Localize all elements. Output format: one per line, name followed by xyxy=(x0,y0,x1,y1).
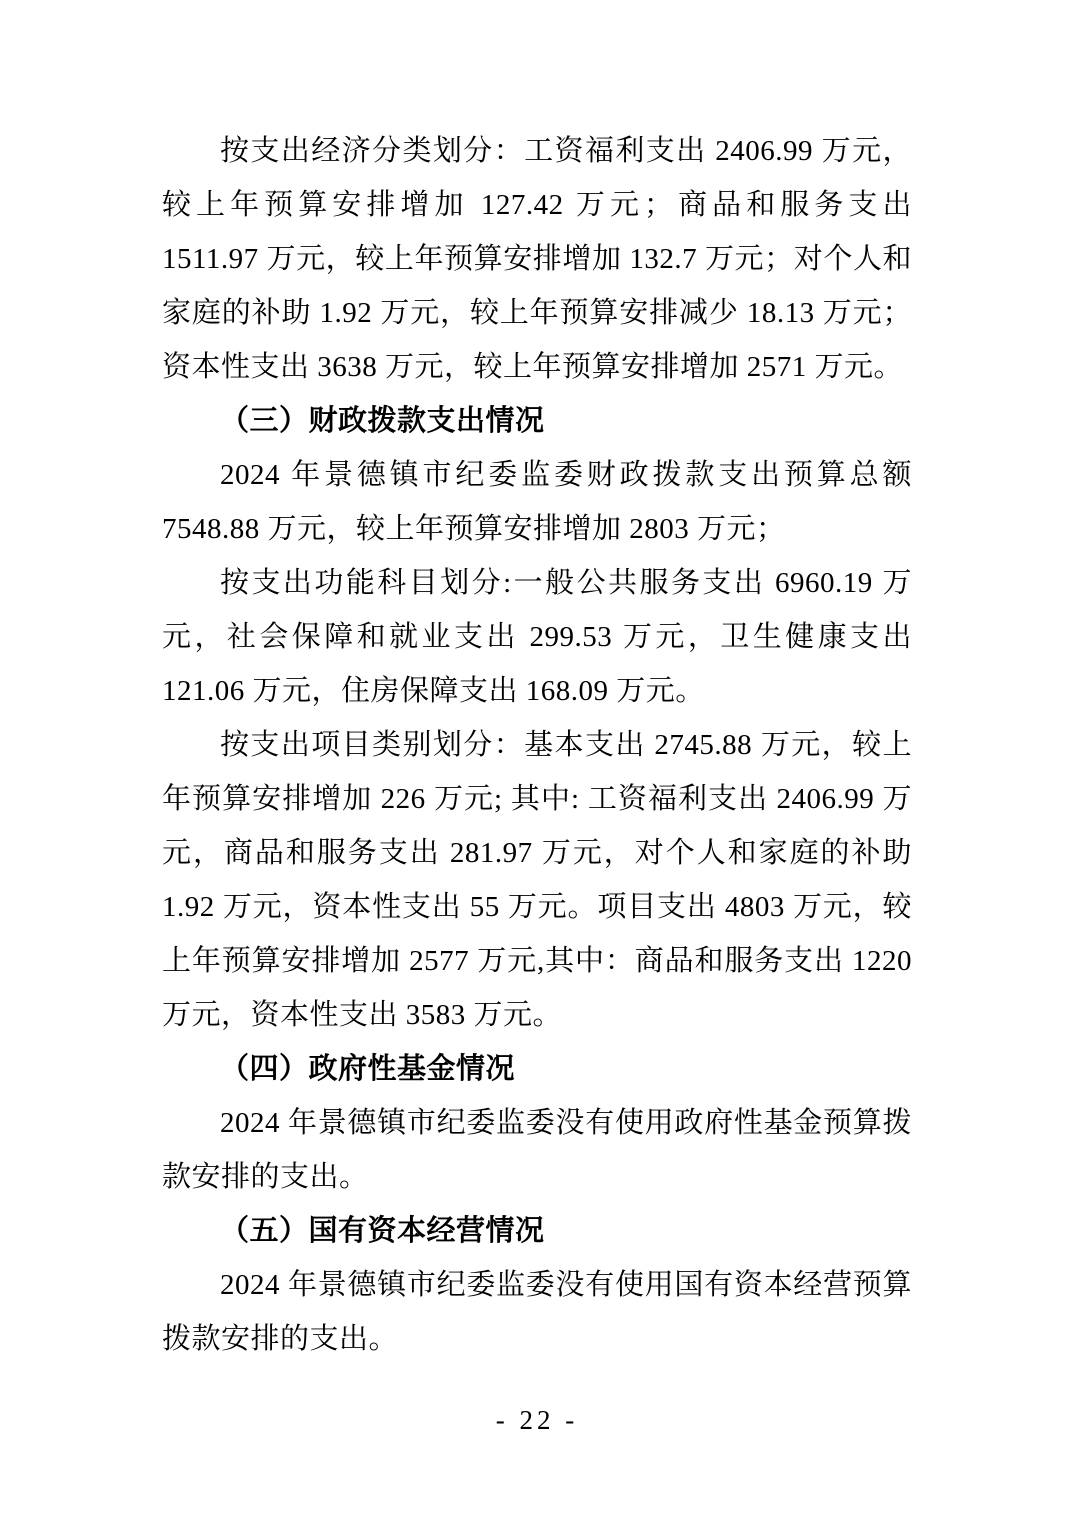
section-heading-state-capital-operation: （五）国有资本经营情况 xyxy=(220,1215,545,1247)
paragraph-state-capital-operation: 2024 年景德镇市纪委监委没有使用国有资本经营预算拨款安排的支出。 xyxy=(162,1269,912,1355)
paragraph-fiscal-appropriation-total: 2024 年景德镇市纪委监委财政拨款支出预算总额 7548.88 万元，较上年预算安排增加 2803 万元； xyxy=(162,459,912,545)
paragraph-expenditure-economic-classification: 按支出经济分类划分：工资福利支出 2406.99 万元，较上年预算安排增加 127.42 万元；商品和服务支出 1511.97 万元，较上年预算安排增加 132.7 万元；对个人和家庭的补助 1.92 万元，较上年预算安排减少 18.13 万元；资本性支出 3638 万元，较上年预算安排增加 2571 万元。 xyxy=(162,135,912,383)
section-heading-government-fund: （四）政府性基金情况 xyxy=(220,1053,516,1085)
paragraph-expenditure-function-classification: 按支出功能科目划分:一般公共服务支出 6960.19 万元，社会保障和就业支出 299.53 万元，卫生健康支出 121.06 万元，住房保障支出 168.09 万元。 xyxy=(162,567,912,707)
page-number: - 22 - xyxy=(495,1405,579,1435)
paragraph-expenditure-project-classification: 按支出项目类别划分：基本支出 2745.88 万元，较上年预算安排增加 226 万元; 其中: 工资福利支出 2406.99 万元，商品和服务支出 281.97 万元，对个人和家庭的补助 1.92 万元，资本性支出 55 万元。项目支出 4803 万元，较上年预算安排增加 2577 万元,其中：商品和服务支出 1220 万元，资本性支出 3583 万元。 xyxy=(162,729,912,1031)
paragraph-government-fund: 2024 年景德镇市纪委监委没有使用政府性基金预算拨款安排的支出。 xyxy=(162,1107,912,1193)
section-heading-fiscal-appropriation-expenditure: （三）财政拨款支出情况 xyxy=(220,405,545,437)
document-body xyxy=(162,124,912,1366)
